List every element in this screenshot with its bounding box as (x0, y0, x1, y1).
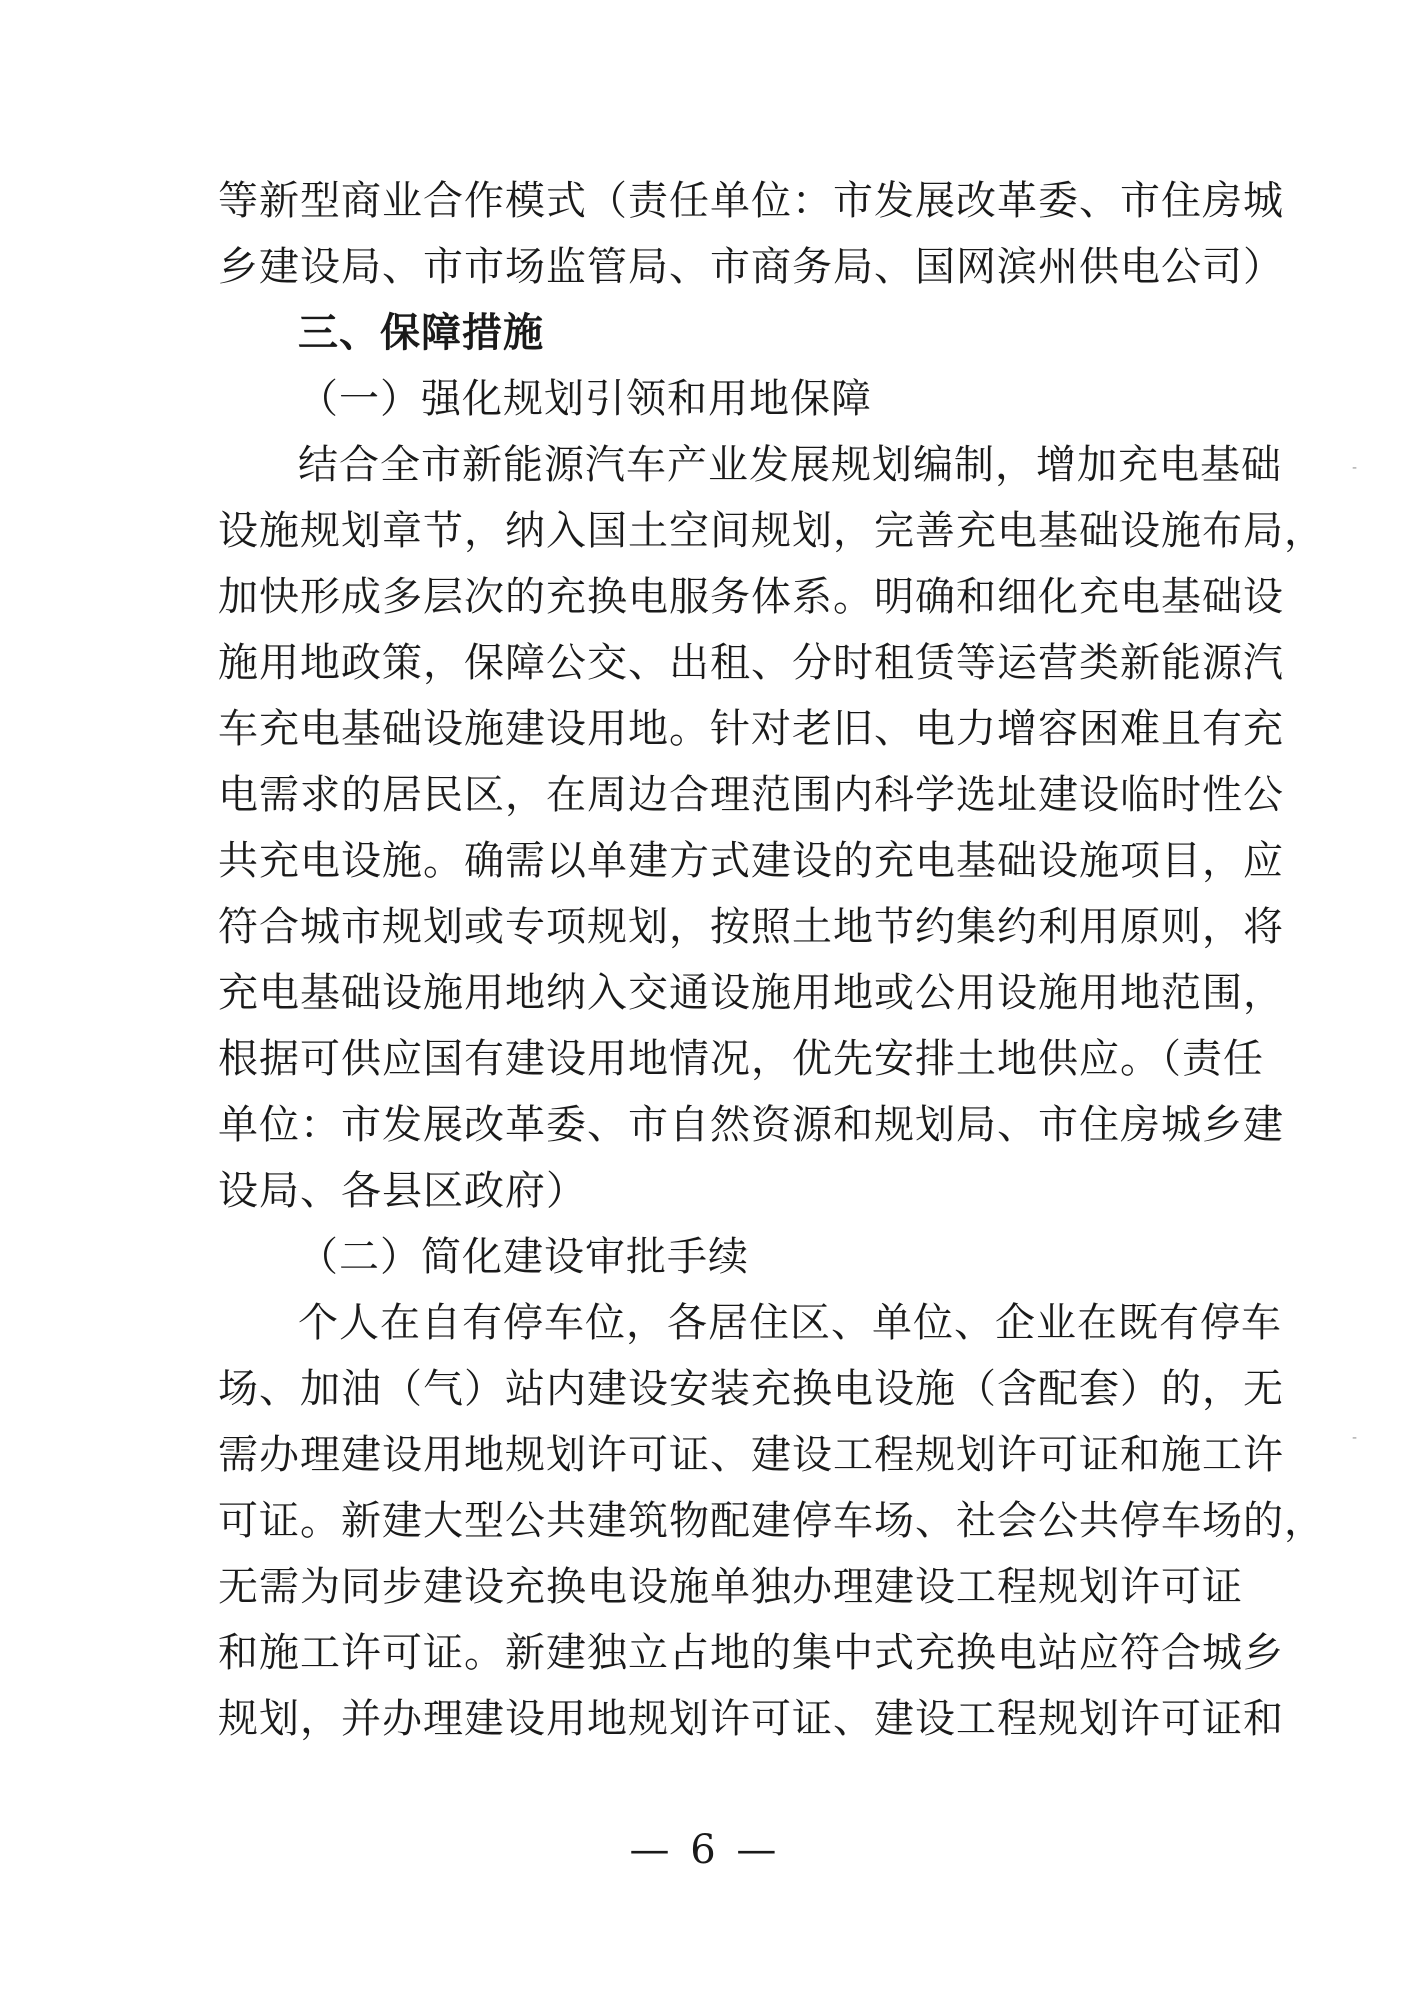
page-number: — 6 — (629, 1827, 781, 1873)
body-line-24: 规划，并办理建设用地规划许可证、建设工程规划许可证和 (218, 1696, 1284, 1742)
body-line-23: 和施工许可证。新建独立占地的集中式充换电站应符合城乡 (218, 1630, 1284, 1676)
body-line-16: 设局、各县区政府） (218, 1168, 587, 1214)
body-line-20: 需办理建设用地规划许可证、建设工程规划许可证和施工许 (218, 1432, 1284, 1478)
body-line-6: 设施规划章节，纳入国土空间规划，完善充电基础设施布局， (218, 508, 1325, 554)
body-line-12: 符合城市规划或专项规划，按照土地节约集约利用原则，将 (218, 904, 1284, 950)
body-line-1: 等新型商业合作模式（责任单位：市发展改革委、市住房城 (218, 178, 1284, 224)
body-line-10: 电需求的居民区，在周边合理范围内科学选址建设临时性公 (218, 772, 1284, 818)
body-line-13: 充电基础设施用地纳入交通设施用地或公用设施用地范围， (218, 970, 1284, 1016)
subsection-heading-2: （二）简化建设审批手续 (298, 1234, 749, 1280)
body-line-8: 施用地政策，保障公交、出租、分时租赁等运营类新能源汽 (218, 640, 1284, 686)
body-line-19: 场、加油（气）站内建设安装充换电设施（含配套）的，无 (218, 1366, 1284, 1412)
document-body (218, 168, 1325, 1752)
body-line-14: 根据可供应国有建设用地情况，优先安排土地供应。（责任 (218, 1036, 1264, 1082)
body-line-11: 共充电设施。确需以单建方式建设的充电基础设施项目，应 (218, 838, 1284, 884)
section-heading-3: 三、保障措施 (298, 310, 544, 356)
body-line-15: 单位：市发展改革委、市自然资源和规划局、市住房城乡建 (218, 1102, 1284, 1148)
body-line-21: 可证。新建大型公共建筑物配建停车场、社会公共停车场的， (218, 1498, 1325, 1544)
body-line-22: 无需为同步建设充换电设施单独办理建设工程规划许可证 (218, 1564, 1243, 1610)
body-line-9: 车充电基础设施建设用地。针对老旧、电力增容困难且有充 (218, 706, 1284, 752)
scan-mark: - (1352, 460, 1358, 476)
body-line-7: 加快形成多层次的充换电服务体系。明确和细化充电基础设 (218, 574, 1284, 620)
scan-mark: - (1352, 1430, 1358, 1446)
body-line-18: 个人在自有停车位，各居住区、单位、企业在既有停车 (298, 1300, 1282, 1346)
subsection-heading-1: （一）强化规划引领和用地保障 (298, 376, 872, 422)
body-line-2: 乡建设局、市市场监管局、市商务局、国网滨州供电公司） (218, 244, 1284, 290)
body-line-5: 结合全市新能源汽车产业发展规划编制，增加充电基础 (298, 442, 1282, 488)
